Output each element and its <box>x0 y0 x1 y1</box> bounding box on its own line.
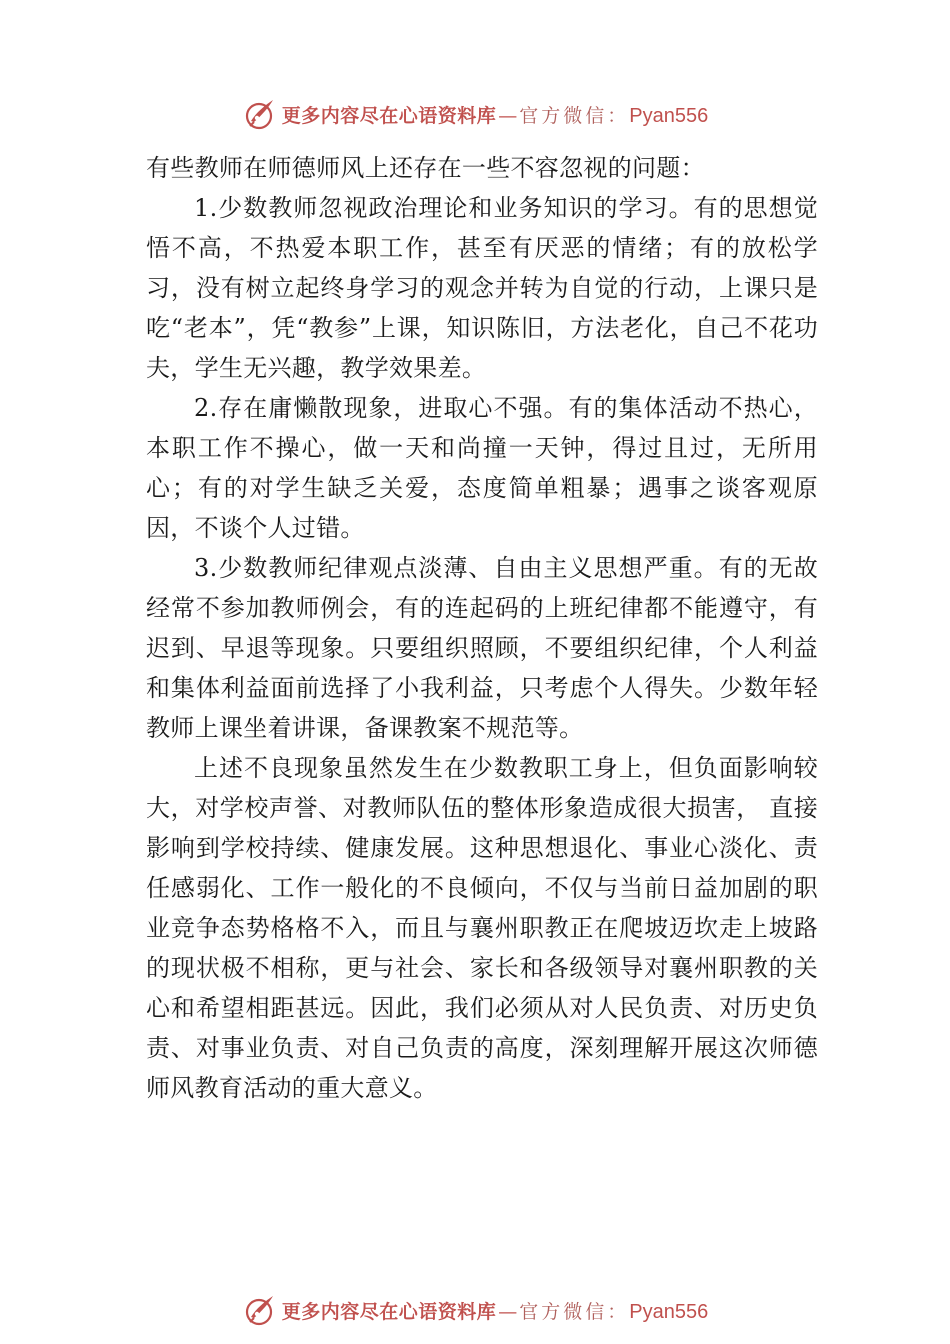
header-wechat-id: Pyan556 <box>629 104 709 127</box>
header-banner <box>0 94 950 134</box>
footer-separator: — <box>498 1300 518 1323</box>
paragraph-intro: 有些教师在师德师风上还存在一些不容忽视的问题： <box>146 154 705 182</box>
header-brand: 更多内容尽在心语资料库 <box>281 104 497 127</box>
footer-brand: 更多内容尽在心语资料库 <box>281 1300 497 1323</box>
quill-pen-logo-icon <box>242 97 276 131</box>
footer-wechat-label: 官方微信： <box>519 1300 630 1323</box>
footer-wechat-id: Pyan556 <box>629 1300 709 1323</box>
paragraph-item-3: 3.少数教师纪律观点淡薄、自由主义思想严重。有的无故经常不参加教师例会，有的连起码的上班纪律都不能遵守，有迟到、早退等现象。只要组织照顾，不要组织纪律，个人利益和集体利益面前选择了小我利益，只考虑个人得失。少数年轻教师上课坐着讲课，备课教案不规范等。 <box>146 554 818 742</box>
paragraph-item-1: 1.少数教师忽视政治理论和业务知识的学习。有的思想觉悟不高，不热爱本职工作，甚至有厌恶的情绪；有的放松学习，没有树立起终身学习的观念并转为自觉的行动，上课只是吃“老本”，凭“教参”上课，知识陈旧，方法老化，自己不花功夫，学生无兴趣，教学效果差。 <box>146 194 818 382</box>
quill-pen-logo-icon <box>242 1293 276 1327</box>
paragraph-item-2: 2.存在庸懒散现象，进取心不强。有的集体活动不热心，本职工作不操心，做一天和尚撞一天钟，得过且过，无所用心；有的对学生缺乏关爱，态度简单粗暴；遇事之谈客观原因，不谈个人过错。 <box>146 394 818 542</box>
header-wechat-label: 官方微信： <box>519 104 630 127</box>
header-separator: — <box>498 104 518 127</box>
footer-banner-text <box>282 1297 709 1324</box>
document-body <box>146 148 818 1108</box>
footer-banner <box>0 1290 950 1330</box>
paragraph-conclusion: 上述不良现象虽然发生在少数教职工身上，但负面影响较大，对学校声誉、对教师队伍的整体形象造成很大损害， 直接影响到学校持续、健康发展。这种思想退化、事业心淡化、责任感弱化、工作一般化的不良倾向，不仅与当前日益加剧的职业竞争态势格格不入，而且与襄州职教正在爬坡迈坎走上坡路的现状极不相称，更与社会、家长和各级领导对襄州职教的关心和希望相距甚远。因此，我们必须从对人民负责、对历史负责、对事业负责、对自己负责的高度，深刻理解开展这次师德师风教育活动的重大意义。 <box>146 754 818 1102</box>
header-banner-text <box>282 101 709 128</box>
